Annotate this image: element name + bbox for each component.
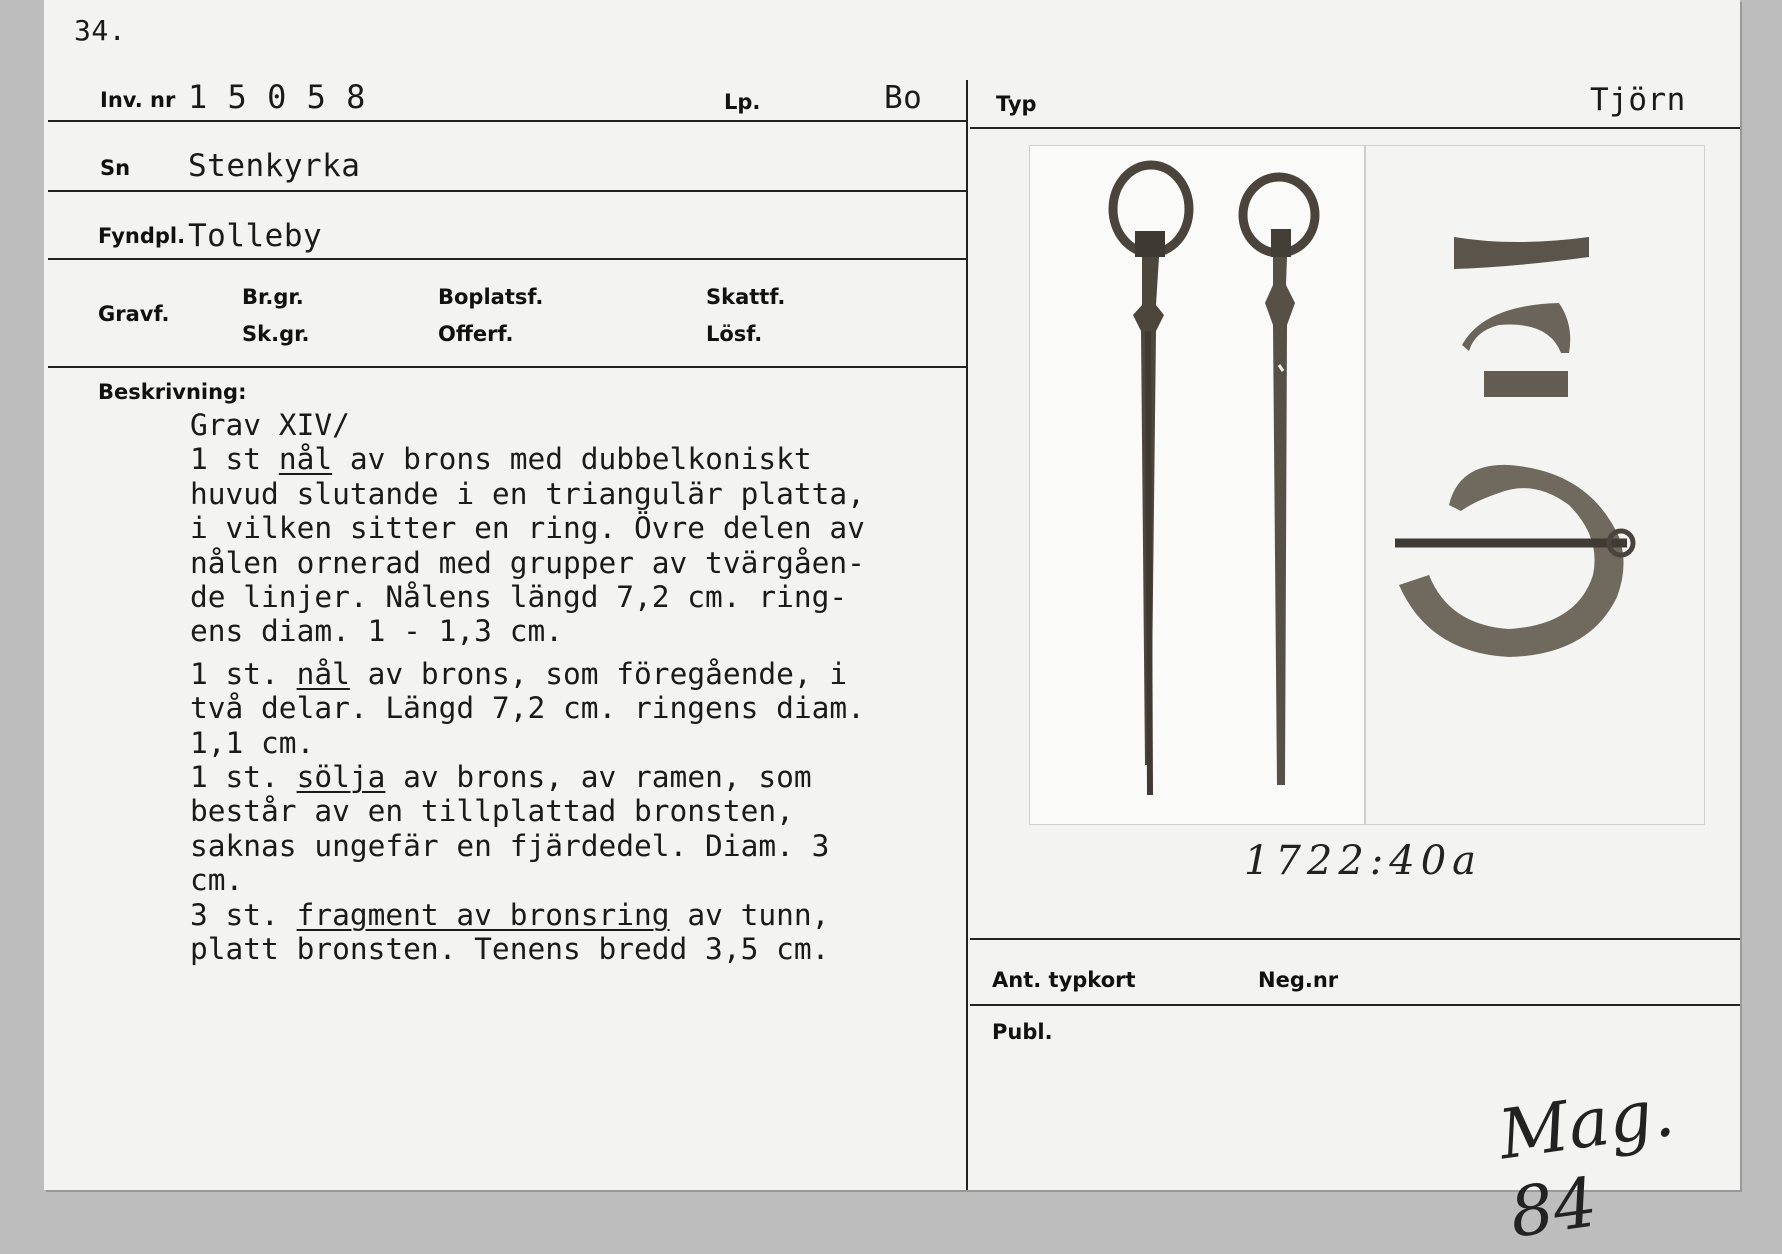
desc-item1-line2: huvud slutande i en triangulär platta, <box>190 476 865 511</box>
corner-number: 34. <box>74 14 127 47</box>
pin-2-plate <box>1271 229 1291 257</box>
offerf-label: Offerf. <box>438 322 514 346</box>
rule-ant <box>970 938 1740 940</box>
negnr-label: Neg.nr <box>1258 968 1339 992</box>
region-value: Tjörn <box>1590 82 1686 118</box>
desc-item3-line2: består av en tillplattad bronsten, <box>190 794 794 829</box>
desc-item3-line3: saknas ungefär en fjärdedel. Diam. 3 <box>190 828 830 863</box>
lp-label: Lp. <box>724 90 761 114</box>
signature: Mag. 84 <box>1494 1072 1679 1254</box>
beskrivning-label: Beskrivning: <box>98 380 247 404</box>
desc-item1-line1: 1 st nål av brons med dubbelkoniskt <box>190 442 812 477</box>
brgr-label: Br.gr. <box>242 285 304 309</box>
rule-inv <box>48 120 968 122</box>
rule-typ <box>970 127 1740 129</box>
skgr-label: Sk.gr. <box>242 322 310 346</box>
parish-value: Stenkyrka <box>188 148 361 184</box>
rule-publ <box>970 1004 1740 1006</box>
desc-item1-line5: de linjer. Nålens längd 7,2 cm. ring- <box>190 580 848 615</box>
site-value: Tolleby <box>188 218 323 254</box>
rule-gravf <box>48 366 968 368</box>
desc-item1-line3: i vilken sitter en ring. Övre delen av <box>190 511 865 546</box>
desc-item3-line1: 1 st. sölja av brons, av ramen, som <box>190 760 812 795</box>
desc-heading: Grav XIV/ <box>190 408 350 442</box>
photo-reference: 1722:40a <box>1244 838 1483 884</box>
gravf-label: Gravf. <box>98 302 170 326</box>
desc-item1-line6: ens diam. 1 - 1,3 cm. <box>190 614 563 649</box>
photo-left-panel <box>1029 145 1365 825</box>
inv-number: 1 5 0 5 8 <box>188 78 366 116</box>
rule-sn <box>48 190 968 192</box>
desc-item2-line2: två delar. Längd 7,2 cm. ringens diam. <box>190 691 865 726</box>
bo-value: Bo <box>884 80 923 116</box>
boplatsf-label: Boplatsf. <box>438 285 544 309</box>
desc-item4-line1: 3 st. fragment av bronsring av tunn, <box>190 897 830 932</box>
inv-label: Inv. nr <box>100 88 176 112</box>
pin-1-point <box>1148 331 1150 795</box>
ring-fragment-3 <box>1484 371 1568 397</box>
desc-item3-line4: cm. <box>190 863 244 898</box>
losf-label: Lösf. <box>706 322 763 346</box>
catalog-card <box>44 0 1740 1254</box>
ant-typkort-label: Ant. typkort <box>992 968 1136 992</box>
pin-1-plate <box>1135 231 1165 257</box>
desc-item2-line3: 1,1 cm. <box>190 725 315 760</box>
rule-fyndpl <box>48 258 968 260</box>
description-text <box>190 408 1030 967</box>
desc-item1-line4: nålen ornerad med grupper av tvärgåen- <box>190 545 865 580</box>
sn-label: Sn <box>100 156 131 180</box>
desc-item2-line1: 1 st. nål av brons, som föregående, i <box>190 656 848 691</box>
fyndpl-label: Fyndpl. <box>98 224 186 248</box>
desc-item4-line2: platt bronsten. Tenens bredd 3,5 cm. <box>190 932 830 967</box>
typ-label: Typ <box>996 92 1037 116</box>
skattf-label: Skattf. <box>706 285 786 309</box>
artifact-photo <box>1029 145 1705 825</box>
publ-label: Publ. <box>992 1020 1053 1044</box>
